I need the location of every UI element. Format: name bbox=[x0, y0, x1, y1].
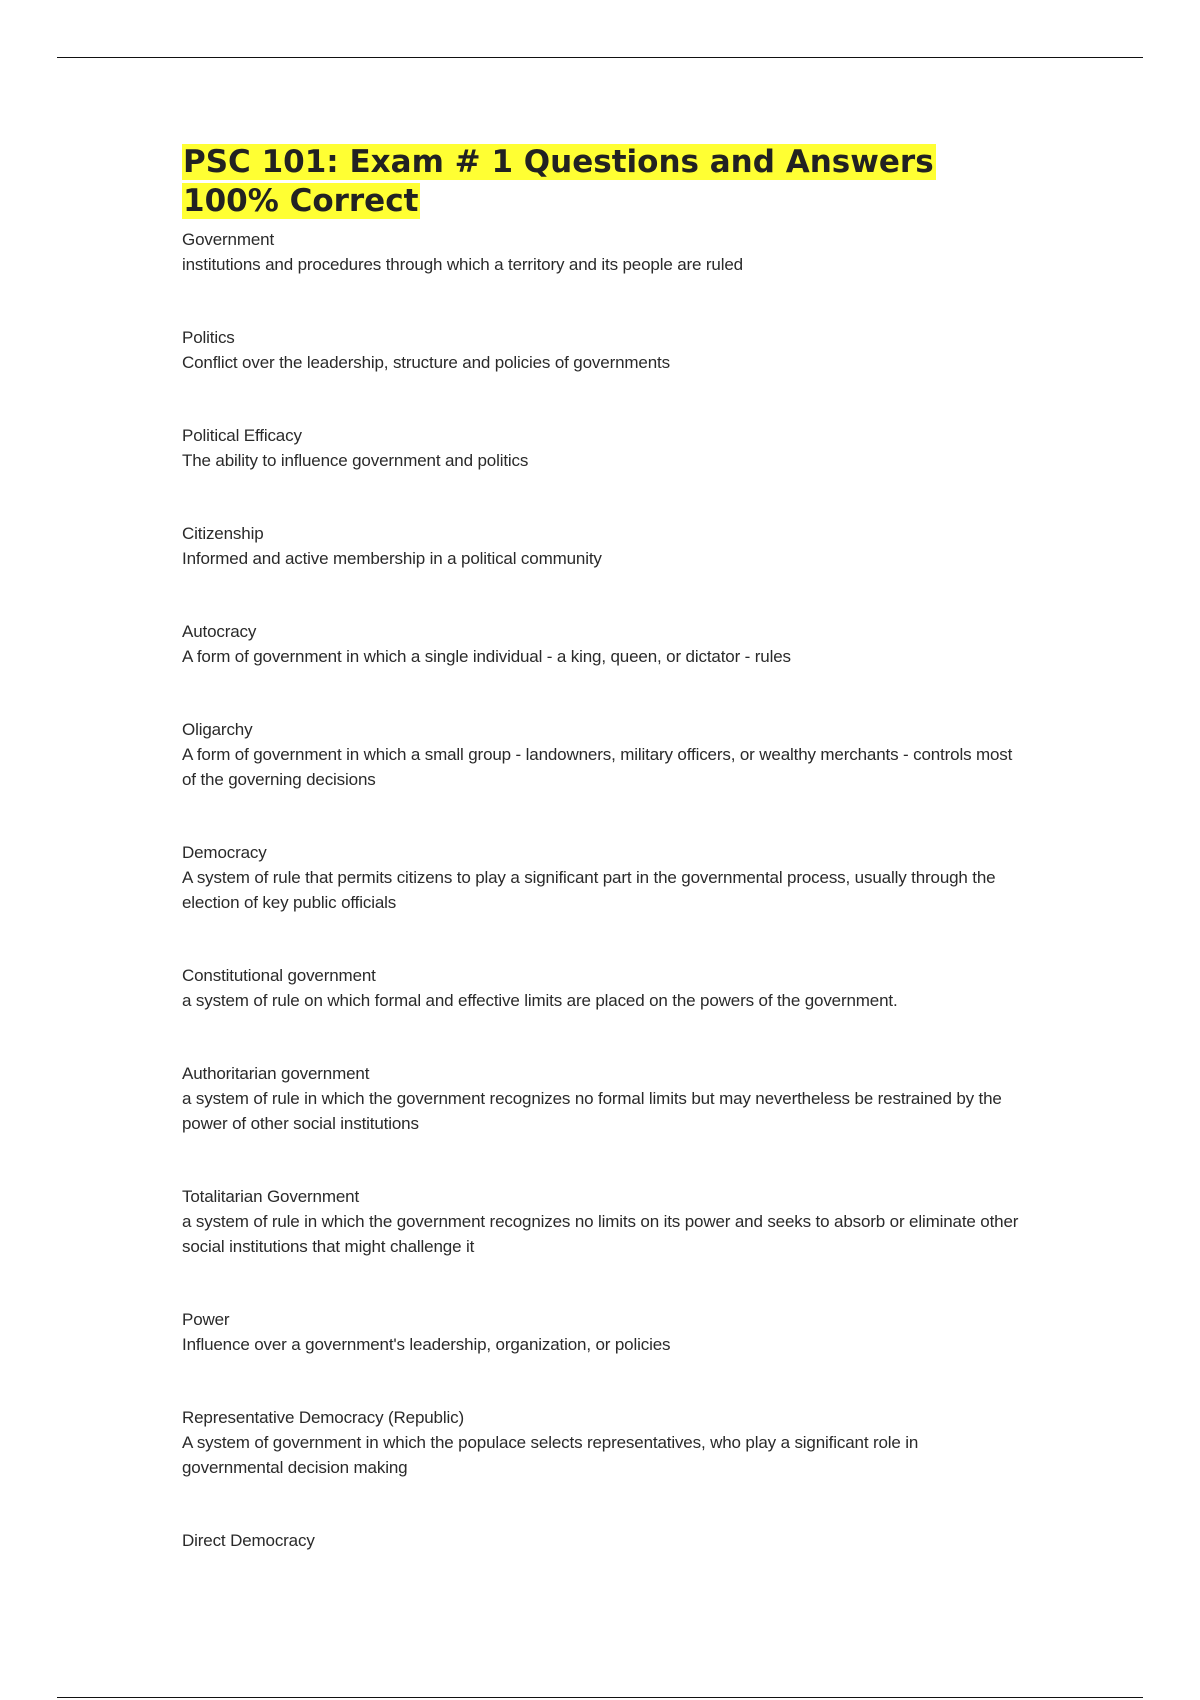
entry-list bbox=[182, 227, 1022, 1553]
entry-political-efficacy bbox=[182, 423, 1022, 473]
entry-definition: A form of government in which a small group - landowners, military officers, or wealthy merchants - controls most of the governing decisions bbox=[182, 745, 1013, 789]
top-rule bbox=[57, 57, 1143, 58]
document-body bbox=[182, 143, 1022, 1553]
entry-totalitarian-government bbox=[182, 1184, 1022, 1259]
entry-term: Oligarchy bbox=[182, 720, 253, 739]
entry-citizenship bbox=[182, 521, 1022, 571]
entry-democracy bbox=[182, 840, 1022, 915]
entry-representative-democracy bbox=[182, 1405, 1022, 1480]
entry-definition: Informed and active membership in a political community bbox=[182, 549, 602, 568]
entry-term: Autocracy bbox=[182, 622, 257, 641]
entry-definition: Conflict over the leadership, structure and policies of governments bbox=[182, 353, 670, 372]
entry-term: Direct Democracy bbox=[182, 1531, 315, 1550]
entry-definition: A form of government in which a single individual - a king, queen, or dictator - rules bbox=[182, 647, 791, 666]
entry-term: Democracy bbox=[182, 843, 267, 862]
entry-term: Constitutional government bbox=[182, 966, 376, 985]
bottom-rule bbox=[57, 1697, 1143, 1698]
entry-term: Power bbox=[182, 1310, 230, 1329]
entry-definition: a system of rule on which formal and effective limits are placed on the powers of the government. bbox=[182, 991, 898, 1010]
entry-government bbox=[182, 227, 1022, 277]
entry-term: Citizenship bbox=[182, 524, 264, 543]
entry-constitutional-government bbox=[182, 963, 1022, 1013]
entry-politics bbox=[182, 325, 1022, 375]
entry-term: Government bbox=[182, 230, 275, 249]
entry-definition: A system of rule that permits citizens to play a significant part in the governmental process, usually through the election of key public officials bbox=[182, 868, 996, 912]
entry-definition: a system of rule in which the government recognizes no formal limits but may nevertheless be restrained by the power of other social institutions bbox=[182, 1089, 1002, 1133]
entry-definition: a system of rule in which the government recognizes no limits on its power and seeks to absorb or eliminate other social institutions that might challenge it bbox=[182, 1212, 1019, 1256]
entry-term: Political Efficacy bbox=[182, 426, 302, 445]
entry-term: Representative Democracy (Republic) bbox=[182, 1408, 464, 1427]
entry-autocracy bbox=[182, 619, 1022, 669]
entry-authoritarian-government bbox=[182, 1061, 1022, 1136]
document-title bbox=[182, 143, 1022, 221]
entry-term: Totalitarian Government bbox=[182, 1187, 360, 1206]
entry-oligarchy bbox=[182, 717, 1022, 792]
entry-definition: Influence over a government's leadership, organization, or policies bbox=[182, 1335, 671, 1354]
entry-definition: The ability to influence government and politics bbox=[182, 451, 529, 470]
entry-power bbox=[182, 1307, 1022, 1357]
entry-term: Politics bbox=[182, 328, 235, 347]
document-title-highlight: PSC 101: Exam # 1 Questions and Answers 100% Correct bbox=[183, 144, 934, 219]
entry-definition: institutions and procedures through which a territory and its people are ruled bbox=[182, 255, 743, 274]
entry-term: Authoritarian government bbox=[182, 1064, 370, 1083]
entry-direct-democracy bbox=[182, 1528, 1022, 1553]
entry-definition: A system of government in which the populace selects representatives, who play a significant role in governmental decision making bbox=[182, 1433, 919, 1477]
